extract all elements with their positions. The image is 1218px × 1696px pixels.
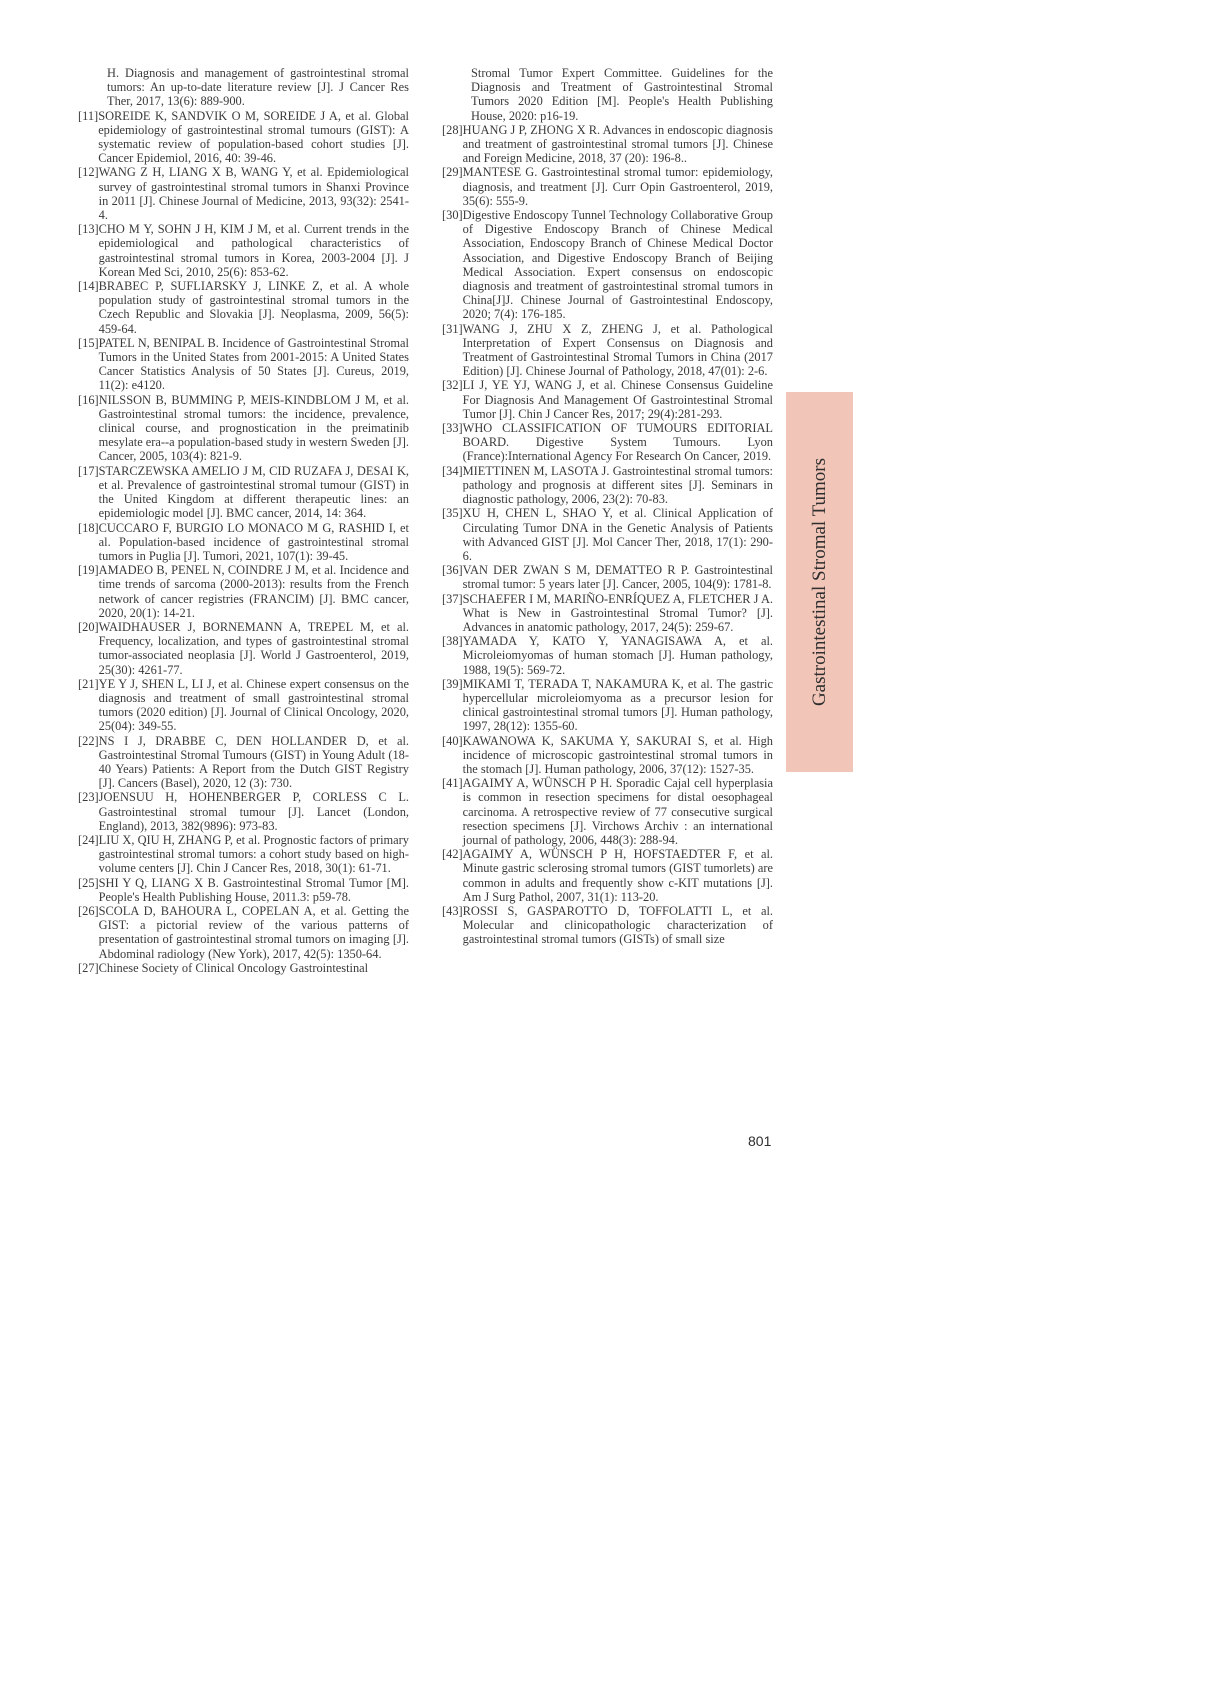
reference-number: [19] (78, 563, 99, 578)
reference-text: AGAIMY A, WÜNSCH P H. Sporadic Cajal cell hyperplasia is common in resection specimens for distal oesophageal carcinoma. A retrospective review of 77 consecutive surgical resection specimens [J]. Virchows Archiv : an international journal of pathology, 2006, 448(3): 288-94. (462, 776, 773, 847)
reference-text: VAN DER ZWAN S M, DEMATTEO R P. Gastrointestinal stromal tumor: 5 years later [J]. Cancer, 2005, 104(9): 1781-8. (462, 563, 773, 592)
reference-item (442, 847, 773, 904)
reference-text: MIETTINEN M, LASOTA J. Gastrointestinal stromal tumors: pathology and prognosis at different sites [J]. Seminars in diagnostic pathology, 2006, 23(2): 70-83. (462, 463, 773, 507)
reference-text: SCHAEFER I M, MARIÑO-ENRÍQUEZ A, FLETCHER J A. What is New in Gastrointestinal Stromal Tumor? [J]. Advances in anatomic pathology, 2017, 24(5): 259-67. (462, 591, 773, 634)
reference-item (442, 165, 773, 208)
reference-item (78, 563, 409, 620)
reference-item (442, 776, 773, 847)
reference-text: YAMADA Y, KATO Y, YANAGISAWA A, et al. Microleiomyomas of human stomach [J]. Human pathology, 1988, 19(5): 569-72. (462, 634, 773, 677)
reference-number: [29] (442, 165, 463, 180)
reference-item (78, 790, 409, 833)
reference-text: MIKAMI T, TERADA T, NAKAMURA K, et al. The gastric hypercellular microleiomyoma as a precursor lesion for clinical gastrointestinal stromal tumors [J]. Human pathology, 1997, 28(12): 1355-60. (462, 676, 773, 734)
reference-item (78, 279, 409, 336)
reference-number: [27] (78, 960, 99, 975)
reference-text: KAWANOWA K, SAKUMA Y, SAKURAI S, et al. High incidence of microscopic gastrointestinal stromal tumors in the stomach [J]. Human pathology, 2006, 37(12): 1527-35. (462, 733, 773, 776)
reference-item (78, 833, 409, 876)
reference-number: [22] (78, 733, 99, 748)
reference-item (78, 904, 409, 961)
reference-number: [14] (78, 279, 99, 294)
reference-item (442, 378, 773, 421)
reference-text: AGAIMY A, WÜNSCH P H, HOFSTAEDTER F, et al. Minute gastric sclerosing stromal tumors (GIST tumorlets) are common in adults and frequently show c-KIT mutations [J]. Am J Surg Pathol, 2007, 31(1): 113-20. (462, 847, 773, 904)
reference-item (78, 677, 409, 734)
reference-number: [17] (78, 463, 99, 478)
reference-text: Chinese Society of Clinical Oncology Gastrointestinal (98, 960, 369, 975)
reference-number: [32] (442, 378, 463, 393)
reference-item (442, 123, 773, 166)
reference-item (78, 521, 409, 564)
reference-number: [13] (78, 222, 99, 237)
reference-number: [40] (442, 733, 463, 748)
reference-text: STARCZEWSKA AMELIO J M, CID RUZAFA J, DESAI K, et al. Prevalence of gastrointestinal stromal tumour (GIST) in the United Kingdom at different therapeutic lines: an epidemiologic model [J]. BMC cancer, 2014, 14: 364. (98, 463, 409, 521)
reference-text: LI J, YE YJ, WANG J, et al. Chinese Consensus Guideline For Diagnosis And Management Of Gastrointestinal Stromal Tumor [J]. Chin J Cancer Res, 2017; 29(4):281-293. (462, 378, 773, 421)
reference-column-left (78, 66, 409, 975)
reference-item (78, 734, 409, 791)
reference-item (442, 734, 773, 777)
reference-text: NS I J, DRABBE C, DEN HOLLANDER D, et al. Gastrointestinal Stromal Tumours (GIST) in Young Adult (18-40 Years) Patients: A Report from the Dutch GIST Registry [J]. Cancers (Basel), 2020, 12 (3): 730. (98, 733, 409, 791)
reference-item (442, 563, 773, 591)
reference-item (442, 904, 773, 947)
reference-item (78, 620, 409, 677)
reference-text: XU H, CHEN L, SHAO Y, et al. Clinical Application of Circulating Tumor DNA in the Genetic Analysis of Patients with Advanced GIST [J]. Mol Cancer Ther, 2018, 17(1): 290-6. (462, 506, 773, 563)
reference-text: LIU X, QIU H, ZHANG P, et al. Prognostic factors of primary gastrointestinal stromal tumors: a cohort study based on high-volume centers [J]. Chin J Cancer Res, 2018, 30(1): 61-71. (98, 832, 409, 876)
reference-column-right (442, 66, 773, 947)
reference-text: WANG J, ZHU X Z, ZHENG J, et al. Pathological Interpretation of Expert Consensus on Diagnosis and Treatment of Gastrointestinal Stromal Tumors in China (2017 Edition) [J]. Chinese Journal of Pathology, 2018, 47(01): 2-6. (462, 321, 773, 379)
reference-item (78, 109, 409, 166)
reference-item (78, 222, 409, 279)
reference-number: [42] (442, 847, 463, 862)
reference-text: WAIDHAUSER J, BORNEMANN A, TREPEL M, et al. Frequency, localization, and types of gastrointestinal stromal tumor-associated neoplasia [J]. World J Gastroenterol, 2019, 25(30): 4261-77. (98, 619, 409, 677)
reference-text: SHI Y Q, LIANG X B. Gastrointestinal Stromal Tumor [M]. People's Health Publishing House, 2011.3: p59-78. (98, 875, 409, 904)
reference-text: H. Diagnosis and management of gastrointestinal stromal tumors: An up-to-date literature review [J]. J Cancer Res Ther, 2017, 13(6): 889-900. (107, 66, 409, 109)
reference-number: [18] (78, 520, 99, 535)
reference-item (78, 464, 409, 521)
reference-item (442, 322, 773, 379)
reference-number: [34] (442, 463, 463, 478)
reference-item (78, 165, 409, 222)
reference-item (78, 393, 409, 464)
section-side-tab (786, 392, 853, 772)
reference-text: PATEL N, BENIPAL B. Incidence of Gastrointestinal Stromal Tumors in the United States from 2001-2015: A United States Cancer Statistics Analysis of 50 States [J]. Cureus, 2019, 11(2): e4120. (98, 335, 409, 393)
reference-text: ROSSI S, GASPAROTTO D, TOFFOLATTI L, et al. Molecular and clinicopathologic characterization of gastrointestinal stromal tumors (GISTs) of small size (462, 903, 773, 947)
reference-item (442, 464, 773, 507)
reference-text: CUCCARO F, BURGIO LO MONACO M G, RASHID I, et al. Population-based incidence of gastrointestinal stromal tumors in Puglia [J]. Tumori, 2021, 107(1): 39-45. (98, 520, 409, 563)
reference-number: [11] (78, 108, 99, 123)
reference-text: YE Y J, SHEN L, LI J, et al. Chinese expert consensus on the diagnosis and treatment of small gastrointestinal stromal tumors (2020 edition) [J]. Journal of Clinical Oncology, 2020, 25(04): 349-55. (98, 676, 409, 734)
reference-text: SCOLA D, BAHOURA L, COPELAN A, et al. Getting the GIST: a pictorial review of the various patterns of presentation of gastrointestinal stromal tumors on imaging [J]. Abdominal radiology (New York), 2017, 42(5): 1350-64. (98, 903, 409, 961)
reference-item (442, 677, 773, 734)
reference-text: WHO CLASSIFICATION OF TUMOURS EDITORIAL BOARD. Digestive System Tumours. Lyon (France):International Agency For Research On Cancer, 2019. (462, 421, 773, 464)
reference-number: [23] (78, 790, 99, 805)
reference-number: [36] (442, 563, 463, 578)
reference-item (78, 66, 409, 109)
page-number: 801 (748, 1133, 772, 1149)
reference-number: [30] (442, 208, 463, 223)
reference-number: [24] (78, 832, 99, 847)
reference-number: [33] (442, 421, 463, 436)
reference-number: [28] (442, 122, 463, 137)
reference-text: Stromal Tumor Expert Committee. Guidelines for the Diagnosis and Treatment of Gastrointestinal Stromal Tumors 2020 Edition [M]. People's Health Publishing House, 2020: p16-19. (471, 66, 773, 123)
reference-text: SOREIDE K, SANDVIK O M, SOREIDE J A, et al. Global epidemiology of gastrointestinal stromal tumours (GIST): A systematic review of population-based cohort studies [J]. Cancer Epidemiol, 2016, 40: 39-46. (98, 108, 409, 166)
reference-number: [25] (78, 875, 99, 890)
reference-text: AMADEO B, PENEL N, COINDRE J M, et al. Incidence and time trends of sarcoma (2000-2013): results from the French network of cancer registries (FRANCIM) [J]. BMC cancer, 2020, 20(1): 14-21. (98, 563, 409, 620)
reference-number: [31] (442, 321, 463, 336)
reference-item (442, 506, 773, 563)
reference-number: [38] (442, 634, 463, 649)
reference-text: Digestive Endoscopy Tunnel Technology Collaborative Group of Digestive Endoscopy Branch of Chinese Medical Association, Endoscopy Branch of Chinese Medical Doctor Association, and Digestive Endoscopy Branch of Beijing Medical Association. Expert consensus on endoscopic diagnosis and treatment of gastrointestinal stromal tumors in China[J]J. Chinese Journal of Gastrointestinal Endoscopy, 2020; 7(4): 176-185. (462, 208, 773, 322)
reference-text: CHO M Y, SOHN J H, KIM J M, et al. Current trends in the epidemiological and pathological characteristics of gastrointestinal stromal tumors in Korea, 2003-2004 [J]. J Korean Med Sci, 2010, 25(6): 853-62. (98, 222, 409, 279)
reference-number: [41] (442, 776, 463, 791)
reference-item (442, 208, 773, 322)
reference-number: [39] (442, 676, 463, 691)
reference-text: NILSSON B, BUMMING P, MEIS-KINDBLOM J M, et al. Gastrointestinal stromal tumors: the incidence, prevalence, clinical course, and prognostication in the preimatinib mesylate era--a population-based study in western Sweden [J]. Cancer, 2005, 103(4): 821-9. (98, 392, 410, 464)
reference-number: [43] (442, 903, 463, 918)
section-tab-label: Gastrointestinal Stromal Tumors (808, 457, 830, 707)
reference-number: [35] (442, 506, 463, 521)
reference-number: [15] (78, 335, 99, 350)
reference-text: BRABEC P, SUFLIARSKY J, LINKE Z, et al. A whole population study of gastrointestinal stromal tumors in the Czech Republic and Slovakia [J]. Neoplasma, 2009, 56(5): 459-64. (98, 279, 409, 336)
reference-number: [20] (78, 619, 99, 634)
reference-text: HUANG J P, ZHONG X R. Advances in endoscopic diagnosis and treatment of gastrointestinal stromal tumors [J]. Chinese and Foreign Medicine, 2018, 37 (20): 196-8.. (462, 122, 773, 166)
reference-text: WANG Z H, LIANG X B, WANG Y, et al. Epidemiological survey of gastrointestinal stromal tumors in Shanxi Province in 2011 [J]. Chinese Journal of Medicine, 2013, 93(32): 2541-4. (98, 165, 409, 223)
reference-item (442, 421, 773, 464)
reference-number: [26] (78, 903, 99, 918)
reference-item (78, 336, 409, 393)
reference-text: MANTESE G. Gastrointestinal stromal tumor: epidemiology, diagnosis, and treatment [J]. Curr Opin Gastroenterol, 2019, 35(6): 555-9. (462, 165, 773, 208)
reference-item (78, 876, 409, 904)
reference-item (78, 961, 409, 975)
reference-item (442, 634, 773, 677)
reference-text: JOENSUU H, HOHENBERGER P, CORLESS C L. Gastrointestinal stromal tumour [J]. Lancet (London, England), 2013, 382(9896): 973-83. (98, 790, 409, 833)
reference-item (442, 592, 773, 635)
reference-number: [37] (442, 591, 463, 606)
reference-number: [12] (78, 165, 99, 180)
reference-item (442, 66, 773, 123)
reference-number: [16] (78, 392, 99, 407)
reference-number: [21] (78, 676, 99, 691)
